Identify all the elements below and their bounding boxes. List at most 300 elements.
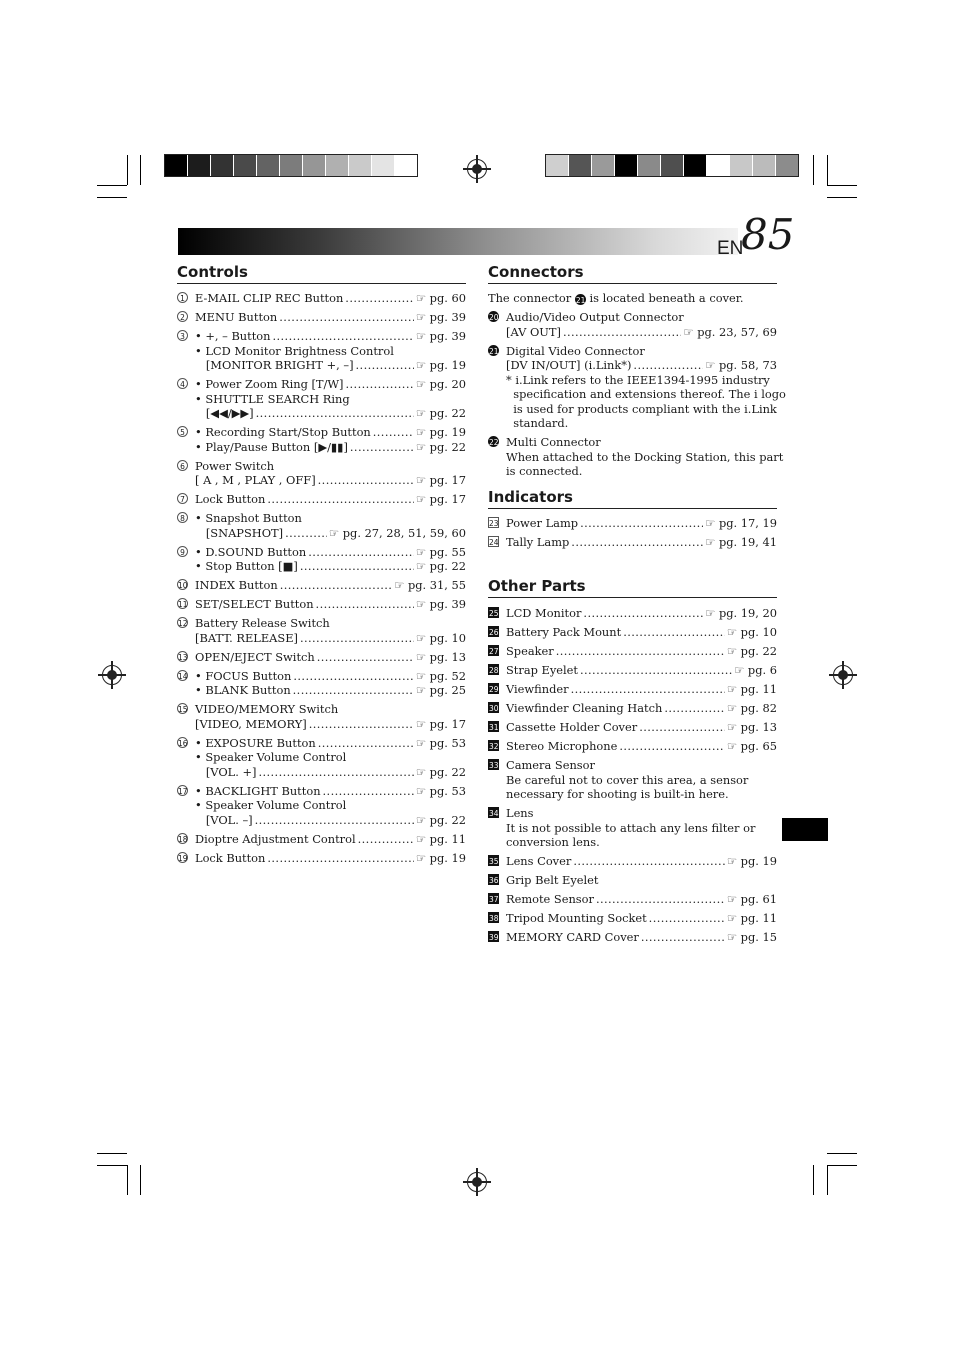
leader-dots <box>639 720 725 735</box>
list-item <box>177 616 466 645</box>
item-text: necessary for shooting is built-in here. <box>506 787 729 801</box>
list-item <box>177 669 466 698</box>
item-text: * i.Link refers to the IEEE1394-1995 industry <box>506 372 770 387</box>
page-reference: ☞ pg. 39 <box>415 329 466 343</box>
page-reference: ☞ pg. 58, 73 <box>705 358 777 372</box>
item-line <box>506 682 777 697</box>
connectors-list <box>488 310 786 483</box>
item-text: Multi Connector <box>506 435 601 449</box>
item-line <box>195 669 466 684</box>
leader-dots <box>267 492 413 507</box>
item-text: Power Lamp <box>506 516 579 530</box>
item-line <box>195 545 466 560</box>
item-text: • Speaker Volume Control <box>195 798 347 812</box>
connector-ref-badge: 21 <box>575 296 586 305</box>
color-patch <box>569 155 592 176</box>
list-item <box>177 736 466 780</box>
item-number-badge: 17 <box>178 786 188 796</box>
leader-dots <box>356 358 414 373</box>
other-parts-list <box>488 606 777 949</box>
connectors-intro-text: The connector <box>488 291 572 305</box>
item-text: Digital Video Connector <box>506 343 645 358</box>
item-text: Stereo Microphone <box>506 739 618 753</box>
leader-dots <box>308 545 414 560</box>
page-reference: ☞ pg. 11 <box>415 831 466 846</box>
item-text: Strap Eyelet <box>506 663 578 677</box>
leader-dots <box>571 535 703 550</box>
item-text: [VIDEO, MEMORY] <box>195 716 307 731</box>
item-text: Lens <box>506 806 534 820</box>
list-item <box>488 701 777 716</box>
page-reference: ☞ pg. 22 <box>415 559 466 573</box>
item-number-badge: 26 <box>489 628 499 637</box>
leader-dots <box>279 310 414 325</box>
leader-dots <box>563 325 681 340</box>
indicators-list <box>488 516 777 554</box>
page-reference: ☞ pg. 10 <box>415 630 466 645</box>
item-text: VIDEO/MEMORY Switch <box>195 702 339 716</box>
leader-dots <box>623 625 725 640</box>
item-number-badge: 35 <box>489 857 499 866</box>
list-item <box>177 459 466 488</box>
item-text: Camera Sensor <box>506 758 595 772</box>
item-line <box>195 798 466 813</box>
item-number-badge: 25 <box>489 609 499 618</box>
list-item <box>488 663 777 678</box>
item-number-badge: 10 <box>178 581 188 590</box>
leader-dots <box>317 650 414 665</box>
leader-dots <box>267 851 413 866</box>
item-line <box>195 406 466 421</box>
list-item <box>488 758 777 802</box>
item-text: Tripod Mounting Socket <box>506 911 647 925</box>
leader-dots <box>256 406 414 421</box>
item-line <box>506 358 777 373</box>
leader-dots <box>580 516 703 531</box>
item-line <box>195 851 466 866</box>
list-item <box>177 832 466 847</box>
item-text: E-MAIL CLIP REC Button <box>195 291 344 305</box>
item-number-badge: 15 <box>178 705 188 714</box>
list-item <box>177 784 466 828</box>
list-item <box>488 606 777 621</box>
item-text: • Stop Button [■] <box>195 559 298 573</box>
item-line <box>506 663 777 678</box>
crop-mark <box>140 155 141 185</box>
item-text: • Play/Pause Button [▶/▮▮] <box>195 439 348 454</box>
item-text: Lens Cover <box>506 854 572 868</box>
color-patch <box>638 155 661 176</box>
leader-dots <box>346 377 414 392</box>
item-number-badge: 28 <box>489 666 499 675</box>
color-patch <box>165 155 188 176</box>
item-text: • Snapshot Button <box>195 511 302 525</box>
crop-mark <box>140 1165 141 1195</box>
item-number-badge: 22 <box>489 438 499 447</box>
leader-dots <box>345 291 414 306</box>
item-line <box>195 650 466 665</box>
list-item <box>488 892 777 907</box>
page-reference: ☞ pg. 52 <box>415 668 466 683</box>
item-line <box>195 702 466 717</box>
leader-dots <box>358 832 414 847</box>
item-text: [SNAPSHOT] <box>195 525 284 540</box>
item-number-badge: 14 <box>178 671 188 681</box>
item-line <box>506 773 777 788</box>
list-item <box>488 343 786 431</box>
leader-dots <box>280 578 392 593</box>
color-bar-right <box>545 154 799 177</box>
item-line <box>506 625 777 640</box>
page-reference: ☞ pg. 22 <box>415 406 466 420</box>
item-text: Grip Belt Eyelet <box>506 873 599 887</box>
item-line <box>195 492 466 507</box>
leader-dots <box>318 736 414 751</box>
page-reference: ☞ pg. 25 <box>415 683 466 697</box>
color-patch <box>661 155 684 176</box>
item-text: Audio/Video Output Connector <box>506 310 684 324</box>
color-patch <box>280 155 303 176</box>
list-item <box>177 425 466 454</box>
page-reference: ☞ pg. 11 <box>726 682 777 696</box>
page-reference: ☞ pg. 53 <box>415 735 466 750</box>
item-line <box>195 750 466 765</box>
page-reference: ☞ pg. 6 <box>734 663 777 677</box>
page-reference: ☞ pg. 19 <box>726 854 777 868</box>
color-patch <box>326 155 349 176</box>
color-patch <box>372 155 395 176</box>
page-reference: ☞ pg. 39 <box>415 310 466 324</box>
color-bar-left <box>164 154 418 177</box>
crop-mark <box>827 155 828 185</box>
item-text: It is not possible to attach any lens filter or <box>506 820 756 835</box>
item-line <box>195 616 466 631</box>
page-reference: ☞ pg. 19 <box>415 850 466 865</box>
item-number-badge: 23 <box>489 519 499 528</box>
leader-dots <box>273 329 414 344</box>
item-number-badge: 21 <box>489 346 499 356</box>
item-text: • D.SOUND Button <box>195 544 307 559</box>
color-patch <box>188 155 211 176</box>
item-line <box>506 787 777 802</box>
list-item <box>488 739 777 754</box>
list-item <box>177 329 466 373</box>
item-text: conversion lens. <box>506 835 600 849</box>
item-line <box>195 765 466 780</box>
leader-dots <box>350 440 414 455</box>
item-number-badge: 16 <box>178 738 188 748</box>
list-item <box>177 851 466 866</box>
page-reference: ☞ pg. 22 <box>726 644 777 658</box>
item-number-badge: 8 <box>177 512 188 523</box>
item-number-badge: 18 <box>178 834 188 844</box>
item-line <box>195 329 466 344</box>
list-item <box>177 492 466 507</box>
page-reference: ☞ pg. 17 <box>415 716 466 731</box>
item-number-badge: 33 <box>489 761 499 770</box>
item-number-badge: 13 <box>178 652 188 662</box>
leader-dots <box>596 892 725 907</box>
item-number-badge: 20 <box>489 313 499 322</box>
page-reference: ☞ pg. 19, 41 <box>705 535 777 549</box>
list-item <box>488 535 777 550</box>
item-text: [BATT. RELEASE] <box>195 630 298 645</box>
list-item <box>177 377 466 421</box>
item-number-badge: 37 <box>489 895 499 904</box>
item-line <box>506 387 786 402</box>
list-item <box>488 854 777 869</box>
item-line <box>195 291 466 306</box>
crop-mark <box>97 1153 127 1154</box>
item-line <box>195 440 466 455</box>
connectors-heading: Connectors <box>488 263 777 284</box>
page-reference: ☞ pg. 22 <box>415 439 466 454</box>
item-number-badge: 11 <box>178 600 188 609</box>
item-text: Battery Pack Mount <box>506 625 622 639</box>
item-line <box>506 373 777 388</box>
item-line <box>195 310 466 325</box>
page-reference: ☞ pg. 39 <box>415 597 466 611</box>
page-reference: ☞ pg. 27, 28, 51, 59, 60 <box>328 525 466 540</box>
list-item <box>177 578 466 593</box>
item-line <box>506 416 777 431</box>
page-reference: ☞ pg. 19, 20 <box>705 606 777 620</box>
crop-mark <box>97 197 127 198</box>
color-patch <box>730 155 753 176</box>
item-line <box>506 821 777 836</box>
item-number-badge: 9 <box>177 546 188 557</box>
item-text: Battery Release Switch <box>195 616 330 630</box>
item-line <box>506 435 777 450</box>
item-number-badge: 19 <box>178 853 188 863</box>
item-text: [DV IN/OUT] (i.Link*) <box>506 358 632 372</box>
item-line <box>195 683 466 698</box>
item-line <box>195 392 466 407</box>
leader-dots <box>664 701 725 716</box>
item-text: Lock Button <box>195 492 266 506</box>
item-text: Viewfinder <box>506 682 569 696</box>
item-line <box>195 559 466 574</box>
item-line <box>195 473 466 488</box>
item-text: • Recording Start/Stop Button <box>195 425 371 439</box>
item-line <box>506 911 777 926</box>
item-line <box>506 344 777 359</box>
item-number-badge: 6 <box>177 460 188 471</box>
list-item <box>488 806 777 850</box>
page-reference: ☞ pg. 17 <box>415 492 466 506</box>
item-text: [AV OUT] <box>506 324 561 339</box>
connectors-intro <box>488 291 777 306</box>
item-line <box>506 739 777 754</box>
item-number-badge: 2 <box>177 311 188 322</box>
item-number-badge: 27 <box>489 647 499 656</box>
list-item <box>488 682 777 697</box>
leader-dots <box>619 739 725 754</box>
item-line <box>195 425 466 440</box>
item-text: [MONITOR BRIGHT +, –] <box>195 358 354 372</box>
color-patch <box>349 155 372 176</box>
leader-dots <box>318 473 414 488</box>
thumb-tab <box>782 818 828 841</box>
page-number: 85 <box>741 210 795 259</box>
page-reference: ☞ pg. 19 <box>415 358 466 372</box>
list-item <box>488 911 777 926</box>
registration-mark-icon <box>833 665 853 685</box>
indicators-heading: Indicators <box>488 488 777 509</box>
item-text: specification and extensions thereof. The i logo <box>506 387 786 401</box>
crop-mark <box>97 1165 127 1166</box>
item-line <box>195 578 466 593</box>
crop-mark <box>813 1165 814 1195</box>
color-patch <box>753 155 776 176</box>
page-reference: ☞ pg. 13 <box>415 649 466 664</box>
list-item <box>488 644 777 659</box>
list-item <box>488 435 784 479</box>
leader-dots <box>580 663 732 678</box>
item-line <box>506 892 777 907</box>
item-number-badge: 4 <box>177 378 188 389</box>
leader-dots <box>641 930 725 945</box>
list-item <box>177 702 466 731</box>
list-item <box>177 650 466 665</box>
list-item <box>488 930 777 945</box>
leader-dots <box>373 425 414 440</box>
page-reference: ☞ pg. 20 <box>415 377 466 391</box>
item-text: Cassette Holder Cover <box>506 720 638 734</box>
leader-dots <box>300 631 414 646</box>
item-line <box>506 325 777 340</box>
page-reference: ☞ pg. 22 <box>415 764 466 779</box>
list-item <box>177 597 466 612</box>
leader-dots <box>571 682 725 697</box>
item-line <box>506 402 777 417</box>
page-reference: ☞ pg. 61 <box>726 892 777 906</box>
leader-dots <box>293 683 414 698</box>
item-number-badge: 3 <box>177 330 188 341</box>
item-text: Dioptre Adjustment Control <box>195 831 356 846</box>
item-line <box>506 535 777 550</box>
item-number-badge: 30 <box>489 704 499 713</box>
item-line <box>195 511 466 526</box>
color-patch <box>234 155 257 176</box>
item-line <box>195 736 466 751</box>
page-reference: ☞ pg. 60 <box>415 291 466 305</box>
registration-mark-icon <box>467 1172 487 1192</box>
item-line <box>195 526 466 541</box>
crop-mark <box>813 155 814 185</box>
item-number-badge: 7 <box>177 493 188 504</box>
header-banner <box>178 228 738 255</box>
page-reference: ☞ pg. 22 <box>415 812 466 827</box>
color-patch <box>257 155 280 176</box>
item-line <box>195 717 466 732</box>
item-line <box>506 854 777 869</box>
item-line <box>195 597 466 612</box>
leader-dots <box>323 784 414 799</box>
item-line <box>195 631 466 646</box>
item-text: Power Switch <box>195 458 275 473</box>
item-text: is used for products compliant with the i.Link <box>506 401 777 416</box>
item-number-badge: 39 <box>489 933 499 942</box>
color-patch <box>707 155 730 176</box>
registration-mark-icon <box>467 159 487 179</box>
color-patch <box>615 155 638 176</box>
other-parts-heading: Other Parts <box>488 577 777 598</box>
leader-dots <box>309 717 414 732</box>
page-reference: ☞ pg. 11 <box>726 911 777 925</box>
item-text: • Speaker Volume Control <box>195 750 347 764</box>
page-reference: ☞ pg. 65 <box>726 739 777 753</box>
list-item <box>488 516 777 531</box>
color-patch <box>776 155 798 176</box>
list-item <box>177 511 466 540</box>
item-text: MEMORY CARD Cover <box>506 930 639 944</box>
leader-dots <box>556 644 725 659</box>
connectors-intro-text-2: is located beneath a cover. <box>589 291 744 305</box>
item-text: [VOL. +] <box>195 764 257 779</box>
item-number-badge: 1 <box>177 292 188 303</box>
list-item <box>488 873 777 888</box>
color-patch <box>546 155 569 176</box>
item-text: SET/SELECT Button <box>195 597 314 611</box>
page-reference: ☞ pg. 15 <box>726 930 777 944</box>
item-text: • BACKLIGHT Button <box>195 783 321 798</box>
item-line <box>506 606 777 621</box>
item-number-badge: 12 <box>178 619 188 628</box>
item-text: [ A , M , PLAY , OFF] <box>195 473 316 487</box>
page-reference: ☞ pg. 13 <box>726 720 777 734</box>
page-reference: ☞ pg. 55 <box>415 544 466 559</box>
crop-mark <box>127 155 128 185</box>
leader-dots <box>573 854 725 869</box>
list-item <box>488 720 777 735</box>
item-text: Speaker <box>506 644 554 658</box>
leader-dots <box>293 669 413 684</box>
item-text: MENU Button <box>195 310 278 324</box>
item-text: • LCD Monitor Brightness Control <box>195 343 394 358</box>
item-text: standard. <box>506 416 569 430</box>
color-patch <box>684 155 707 176</box>
page-reference: ☞ pg. 53 <box>415 783 466 798</box>
crop-mark <box>127 1165 128 1195</box>
leader-dots <box>285 526 327 541</box>
list-item <box>488 310 777 339</box>
page-reference: ☞ pg. 82 <box>726 701 777 715</box>
item-number-badge: 31 <box>489 723 499 732</box>
item-text: INDEX Button <box>195 578 278 592</box>
item-line <box>195 344 466 359</box>
item-line <box>506 516 777 531</box>
controls-list <box>177 291 466 870</box>
item-text: • +, – Button <box>195 329 271 343</box>
page-reference: ☞ pg. 31, 55 <box>394 578 466 592</box>
list-item <box>177 291 466 306</box>
item-number-badge: 36 <box>489 876 499 885</box>
item-text: • BLANK Button <box>195 683 291 697</box>
item-line <box>195 377 466 392</box>
page-reference: ☞ pg. 17 <box>415 473 466 487</box>
item-text: [◀◀/▶▶] <box>195 406 254 420</box>
item-number-badge: 5 <box>177 426 188 437</box>
item-line <box>506 464 777 479</box>
item-text: • Power Zoom Ring [T/W] <box>195 377 344 391</box>
item-line <box>506 930 777 945</box>
crop-mark <box>827 1165 857 1166</box>
item-number-badge: 34 <box>489 809 499 818</box>
item-line <box>506 873 777 888</box>
item-line <box>195 459 466 474</box>
item-line <box>506 644 777 659</box>
